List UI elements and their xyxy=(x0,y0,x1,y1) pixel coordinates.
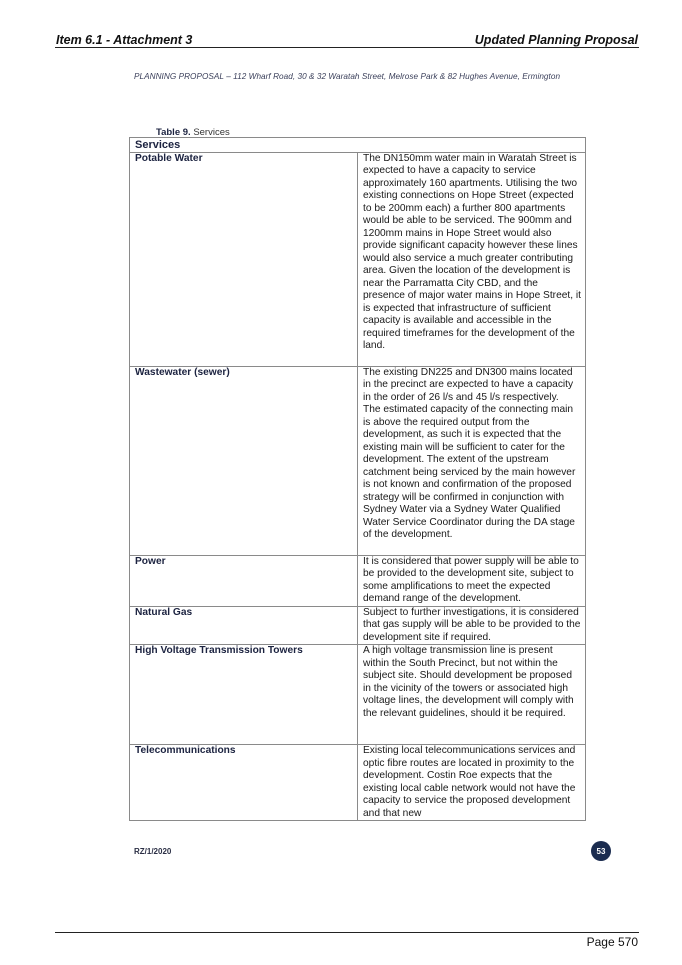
description-paragraph: The existing DN225 and DN300 mains located in the precinct are expected to have a capacity in the order of 26 l/s and 45 l/s respectively. xyxy=(363,366,574,403)
page-number-badge: 53 xyxy=(591,841,611,861)
table-row xyxy=(130,606,586,645)
table-row xyxy=(130,555,586,606)
reference-code: RZ/1/2020 xyxy=(134,847,172,856)
description-paragraph: Subject to further investigations, it is considered that gas supply will be able to be provided to the development site if required. xyxy=(363,606,581,643)
description-paragraph: It is considered that power supply will be able to be provided to the development site, subject to some amplifications to meet the expected demand range of the development. xyxy=(363,555,579,604)
service-name: Power xyxy=(130,555,358,606)
service-name: Natural Gas xyxy=(130,606,358,645)
service-description xyxy=(358,606,586,645)
planning-proposal-subtitle: PLANNING PROPOSAL – 112 Wharf Road, 30 & 32 Waratah Street, Melrose Park & 82 Hughes Avenue, Ermington xyxy=(134,72,561,81)
table-caption-text: Services xyxy=(193,127,230,138)
service-name: Potable Water xyxy=(130,152,358,366)
table-heading: Services xyxy=(130,138,586,153)
header-divider xyxy=(55,47,639,48)
service-description xyxy=(358,366,586,555)
description-paragraph: A high voltage transmission line is present within the South Precinct, but not within the subject site. Should development be proposed in the vicinity of the towers or associated high voltage lines, the development will comply with the relevant guidelines, should it be required. xyxy=(363,645,574,719)
service-name: Telecommunications xyxy=(130,745,358,821)
header-attachment-label: Item 6.1 - Attachment 3 xyxy=(56,33,193,47)
service-description xyxy=(358,555,586,606)
table-row xyxy=(130,366,586,555)
table-row xyxy=(130,745,586,821)
table-row xyxy=(130,645,586,745)
service-name: High Voltage Transmission Towers xyxy=(130,645,358,745)
table-heading-row xyxy=(130,138,586,153)
description-paragraph: The estimated capacity of the connecting main is above the required output from the development, as such it is expected that the existing main will be sufficient to cater for the development. The extent of the upstream catchment being serviced by the main however is not known and confirmation of the proposed strategy will be confirmed in conjunction with Sydney Water via a Sydney Water Qualified Water Service Coordinator during the DA stage of the development. xyxy=(363,404,576,540)
service-description xyxy=(358,645,586,745)
services-table xyxy=(129,137,586,821)
description-paragraph: Existing local telecommunications services and optic fibre routes are located in proximity to the development. Costin Roe expects that the existing local cable network would not have the capacity to service the proposed development and that new xyxy=(363,745,576,819)
description-paragraph: The DN150mm water main in Waratah Street is expected to have a capacity to service approximately 160 apartments. Utilising the two existing connections on Hope Street (expected to be 200mm each) a further 800 apartments would be able to be serviced. The 900mm and 1200mm mains in Hope Street would also provide significant capacity however these lines would also service a much greater contributing area. Given the location of the development is near the Parramatta City CBD, and the presence of major water mains in Hope Street, it is expected that infrastructure of sufficient capacity is available and accessible in the required timeframes for the development of the land. xyxy=(363,152,581,351)
footer-divider xyxy=(55,932,639,933)
header-document-title: Updated Planning Proposal xyxy=(474,33,638,47)
table-caption-label: Table 9. xyxy=(156,127,191,138)
page-number: Page 570 xyxy=(586,935,638,949)
service-name: Wastewater (sewer) xyxy=(130,366,358,555)
table-row xyxy=(130,152,586,366)
service-description xyxy=(358,152,586,366)
service-description xyxy=(358,745,586,821)
